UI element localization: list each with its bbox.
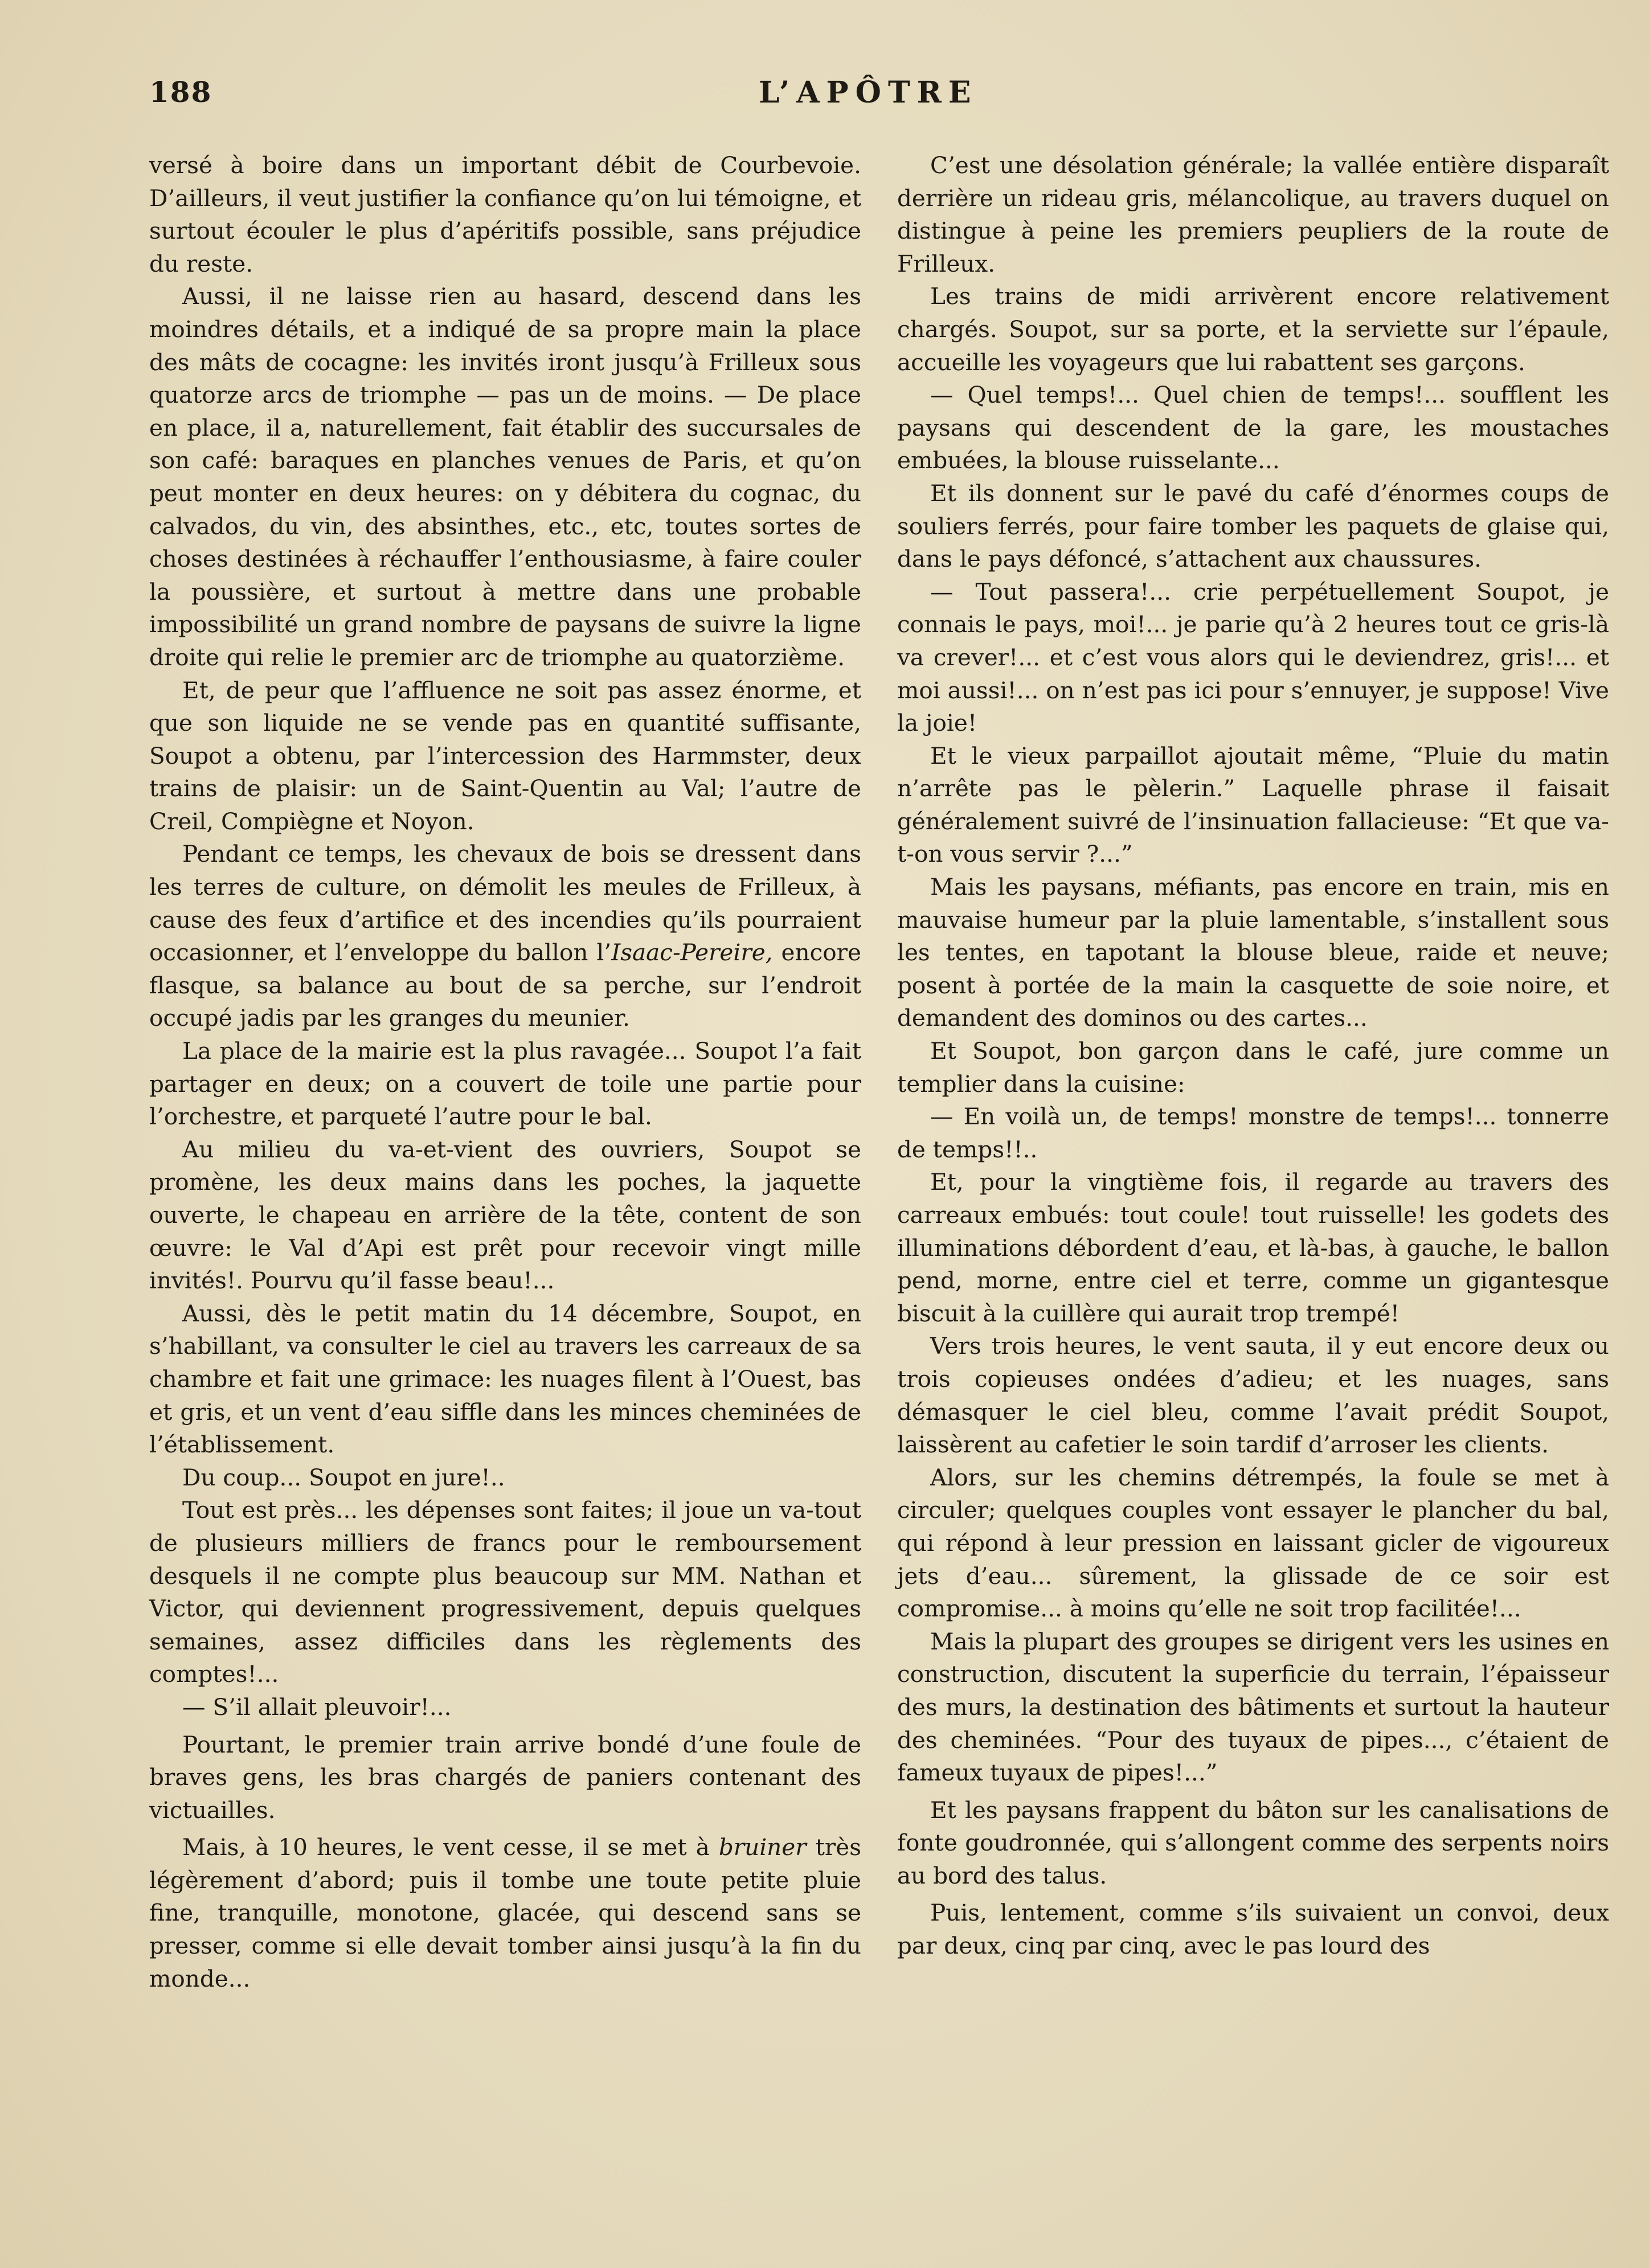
paragraph: Mais la plupart des groupes se dirigent vers les usines en construction, discutent la superficie du terrain, l’épaisseur des murs, la destination des bâtiments et surtout la hauteur des cheminées. “Pour des tuyaux de pipes..., c’étaient de fameux tuyaux de pipes!...” [897, 1627, 1609, 1787]
paragraph: Puis, lentement, comme s’ils suivaient un convoi, deux par deux, cinq par cinq, avec le pas lourd des [897, 1899, 1609, 1960]
paragraph: Mais, à 10 heures, le vent cesse, il se met à bruiner très légèrement d’abord; puis il tombe une toute petite pluie fine, tranquille, monotone, glacée, qui descend sans se presser, comme si elle devait tomber ainsi jusqu’à la fin du monde... [149, 1833, 861, 1992]
paragraph: Au milieu du va-et-vient des ouvriers, Soupot se promène, les deux mains dans les poches, la jaquette ouverte, le chapeau en arrière de la tête, content de son œuvre: le Val d’Api est prêt pour recevoir vingt mille invités!. Pourvu qu’il fasse beau!... [149, 1135, 861, 1295]
paragraph: C’est une désolation générale; la vallée entière disparaît derrière un rideau gris, mélancolique, au travers duquel on distingue à peine les premiers peupliers de la route de Frilleux. [897, 152, 1609, 277]
paragraph: Tout est près... les dépenses sont faites; il joue un va-tout de plusieurs milliers de francs pour le remboursement desquels il ne compte plus beaucoup sur MM. Nathan et Victor, qui deviennent progressivement, depuis quelques semaines, assez difficiles dans les règlements des comptes!... [149, 1496, 861, 1688]
paragraph: Et les paysans frappent du bâton sur les canalisations de fonte goudronnée, qui s’allongent comme des serpents noirs au bord des talus. [897, 1796, 1609, 1889]
paragraph: — S’il allait pleuvoir!... [182, 1693, 452, 1721]
paragraph: — Quel temps!... Quel chien de temps!... soufflent les paysans qui descendent de la gare, les moustaches embuées, la blouse ruisselante... [897, 381, 1609, 474]
paragraph: Alors, sur les chemins détrempés, la foule se met à circuler; quelques couples vont essayer le plancher du bal, qui répond à leur pression en laissant gicler de vigoureux jets d’eau... sûrement, la glissade de ce soir est compromise... à moins qu’elle ne soit trop facilitée!... [897, 1463, 1609, 1623]
paragraph: Pourtant, le premier train arrive bondé d’une foule de braves gens, les bras chargés de paniers contenant des victuailles. [149, 1730, 861, 1824]
italic-text: bruiner [718, 1833, 807, 1861]
paragraph: Et Soupot, bon garçon dans le café, jure comme un templier dans la cuisine: [897, 1037, 1609, 1098]
italic-text: Isaac-Pereire, [611, 939, 773, 967]
paragraph: — Tout passera!... crie perpétuellement Soupot, je connais le pays, moi!... je parie qu’à 2 heures tout ce gris-là va crever!... et c’est vous alors qui le deviendrez, gris!... et moi aussi!... on n’est pas ici pour s’ennuyer, je suppose! Vive la joie! [897, 578, 1609, 737]
paragraph: Les trains de midi arrivèrent encore relativement chargés. Soupot, sur sa porte, et la serviette sur l’épaule, accueille les voyageurs que lui rabattent ses garçons. [897, 283, 1609, 376]
left-text-column [149, 149, 861, 1995]
paragraph: Du coup... Soupot en jure!.. [182, 1463, 505, 1491]
paragraph: Et le vieux parpaillot ajoutait même, “Pluie du matin n’arrête pas le pèlerin.” Laquelle phrase il faisait généralement suivré de l’insinuation fallacieuse: “Et que va-t-on vous servir ?...” [897, 742, 1609, 868]
paragraph: Aussi, il ne laisse rien au hasard, descend dans les moindres détails, et a indiqué de sa propre main la place des mâts de cocagne: les invités iront jusqu’à Frilleux sous quatorze arcs de triomphe — pas un de moins. — De place en place, il a, naturellement, fait établir des succursales de son café: baraques en planches venues de Paris, et qu’on peut monter en deux heures: on y débitera du cognac, du calvados, du vin, des absinthes, etc., etc, toutes sortes de choses destinées à réchauffer l’enthousiasme, à faire couler la poussière, et surtout à mettre dans une probable impossibilité un grand nombre de paysans de suivre la ligne droite qui relie le premier arc de triomphe au quatorzième. [149, 283, 861, 671]
paragraph: La place de la mairie est la plus ravagée... Soupot l’a fait partager en deux; on a couvert de toile une partie pour l’orchestre, et parqueté l’autre pour le bal. [149, 1037, 861, 1131]
paragraph: Vers trois heures, le vent sauta, il y eut encore deux ou trois copieuses ondées d’adieu; et les nuages, sans démasquer le ciel bleu, comme l’avait prédit Soupot, laissèrent au cafetier le soin tardif d’arroser les clients. [897, 1332, 1609, 1459]
running-title: L’APÔTRE [759, 75, 978, 110]
paragraph: Et, de peur que l’affluence ne soit pas assez énorme, et que son liquide ne se vende pas en quantité suffisante, Soupot a obtenu, par l’intercession des Harmmster, deux trains de plaisir: un de Saint-Quentin au Val; l’autre de Creil, Compiègne et Noyon. [149, 676, 861, 835]
paragraph: versé à boire dans un important débit de Courbevoie. D’ailleurs, il veut justifier la confiance qu’on lui témoigne, et surtout écouler le plus d’apéritifs possible, sans préjudice du reste. [149, 152, 861, 277]
paragraph: Et, pour la vingtième fois, il regarde au travers des carreaux embués: tout coule! tout ruisselle! les godets des illuminations débordent d’eau, et là-bas, à gauche, le ballon pend, morne, entre ciel et terre, comme un gigantesque biscuit à la cuillère qui aurait trop trempé! [897, 1168, 1609, 1327]
paragraph: — En voilà un, de temps! monstre de temps!... tonnerre de temps!!.. [897, 1103, 1609, 1163]
page-header [149, 75, 1598, 121]
right-text-column [897, 149, 1609, 1963]
paragraph: Mais les paysans, méfiants, pas encore en train, mis en mauvaise humeur par la pluie lamentable, s’installent sous les tentes, en tapotant la blouse bleue, raide et neuve; posent à portée de la main la casquette de soie noire, et demandent des dominos ou des cartes... [897, 873, 1609, 1032]
paragraph: Et ils donnent sur le pavé du café d’énormes coups de souliers ferrés, pour faire tomber les paquets de glaise qui, dans le pays défoncé, s’attachent aux chaussures. [897, 479, 1609, 573]
paragraph: Pendant ce temps, les chevaux de bois se dressent dans les terres de culture, on démolit les meules de Frilleux, à cause des feux d’artifice et des incendies qu’ils pourraient occasionner, et l’enveloppe du ballon l’Isaac-Pereire, encore flasque, sa balance au bout de sa perche, sur l’endroit occupé jadis par les granges du meunier. [149, 840, 861, 1032]
page-number: 188 [149, 75, 212, 109]
paragraph: Aussi, dès le petit matin du 14 décembre, Soupot, en s’habillant, va consulter le ciel au travers les carreaux de sa chambre et fait une grimace: les nuages filent à l’Ouest, bas et gris, et un vent d’eau siffle dans les minces cheminées de l’établissement. [149, 1299, 861, 1459]
